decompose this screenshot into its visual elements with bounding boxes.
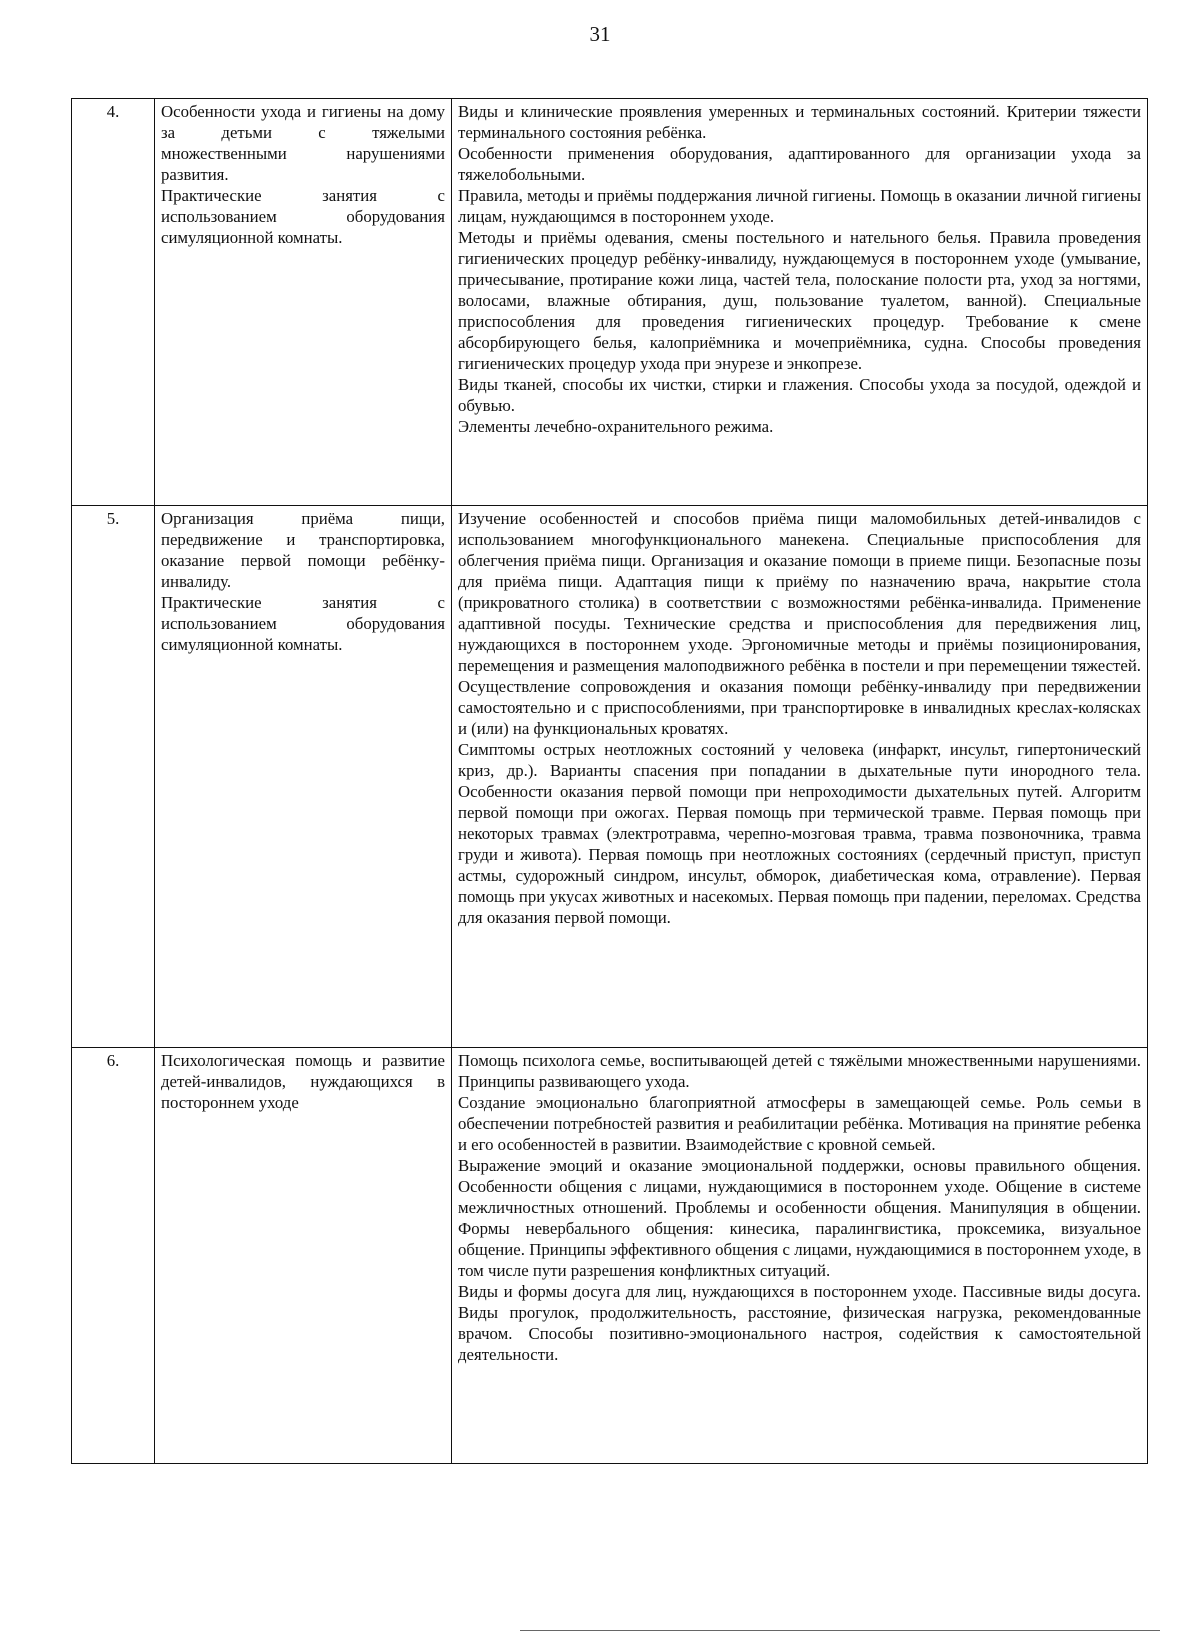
content-paragraph: Особенности применения оборудования, адаптированного для организации ухода за тяжелобольными. bbox=[458, 144, 1141, 184]
row-number: 4. bbox=[72, 99, 155, 506]
content-cell bbox=[452, 1048, 1148, 1464]
row-number: 6. bbox=[72, 1048, 155, 1464]
topic-paragraph: Организация приёма пищи, передвижение и транспортировка, оказание первой помощи ребёнку-инвалиду. bbox=[161, 509, 445, 591]
topic-paragraph: Психологическая помощь и развитие детей-инвалидов, нуждающихся в постороннем уходе bbox=[161, 1051, 445, 1112]
content-paragraph: Выражение эмоций и оказание эмоциональной поддержки, основы правильного общения. Особенности общения с лицами, нуждающимися в постороннем уходе. Общение в системе межличностных отношений. Проблемы и особенности общения. Манипуляция в общении. Формы невербального общения: кинесика, паралингвистика, проксемика, визуальное общение. Принципы эффективного общения с лицами, нуждающимися в постороннем уходе, в том числе пути разрешения конфликтных ситуаций. bbox=[458, 1156, 1141, 1280]
topic-paragraph: Практические занятия с использованием оборудования симуляционной комнаты. bbox=[161, 186, 445, 247]
content-paragraph: Элементы лечебно-охранительного режима. bbox=[458, 417, 774, 436]
page-number: 31 bbox=[589, 22, 611, 46]
table-row bbox=[72, 506, 1148, 1048]
content-paragraph: Изучение особенностей и способов приёма пищи маломобильных детей-инвалидов с использованием многофункционального манекена. Специальные приспособления для облегчения приёма пищи. Организация и оказание помощи в приеме пищи. Безопасные позы для приёма пищи. Адаптация пищи к приёму по назначению врача, накрытие стола (прикроватного столика) в соответствии с возможностями ребёнка-инвалида. Применение адаптивной посуды. Технические средства и приспособления для передвижения лиц, нуждающихся в постороннем уходе. Эргономичные методы и приёмы позиционирования, перемещения и размещения малоподвижного ребёнка в постели и при перемещении тяжестей. Осуществление сопровождения и оказания помощи ребёнку-инвалиду при передвижении самостоятельно и с приспособлениями, при транспортировке в инвалидных креслах-колясках и (или) на функциональных кроватях. bbox=[458, 509, 1141, 738]
topic-paragraph: Особенности ухода и гигиены на дому за детьми с тяжелыми множественными нарушениями развития. bbox=[161, 102, 445, 184]
content-paragraph: Методы и приёмы одевания, смены постельного и нательного белья. Правила проведения гигиенических процедур ребёнку-инвалиду, нуждающемуся в постороннем уходе (умывание, причесывание, протирание кожи лица, частей тела, полоскание полости рта, уход за ногтями, волосами, влажные обтирания, душ, пользование туалетом, ванной). Специальные приспособления для проведения гигиенических процедур. Требование к смене абсорбирующего белья, калоприёмника и мочеприёмника, судна. Способы проведения гигиенических процедур ухода при энурезе и энкопрезе. bbox=[458, 228, 1141, 373]
table-row bbox=[72, 99, 1148, 506]
footer-rule bbox=[520, 1630, 1160, 1631]
content-cell bbox=[452, 506, 1148, 1048]
topic-cell bbox=[155, 506, 452, 1048]
content-paragraph: Виды тканей, способы их чистки, стирки и глажения. Способы ухода за посудой, одеждой и обувью. bbox=[458, 375, 1141, 415]
content-paragraph: Помощь психолога семье, воспитывающей детей с тяжёлыми множественными нарушениями. Принципы развивающего ухода. bbox=[458, 1051, 1141, 1091]
content-paragraph: Создание эмоционально благоприятной атмосферы в замещающей семье. Роль семьи в обеспечении потребностей развития и реабилитации ребёнка. Мотивация на принятие ребенка и его особенностей в развитии. Взаимодействие с кровной семьей. bbox=[458, 1093, 1141, 1154]
row-number: 5. bbox=[72, 506, 155, 1048]
content-paragraph: Симптомы острых неотложных состояний у человека (инфаркт, инсульт, гипертонический криз, др.). Варианты спасения при попадании в дыхательные пути инородного тела. Особенности оказания первой помощи при непроходимости дыхательных путей. Алгоритм первой помощи при ожогах. Первая помощь при термической травме. Первая помощь при некоторых травмах (электротравма, черепно-мозговая травма, травма позвоночника, травма груди и живота). Первая помощь при неотложных состояниях (сердечный приступ, приступ астмы, судорожный синдром, инсульт, обморок, диабетическая кома, отравление). Первая помощь при укусах животных и насекомых. Первая помощь при падении, переломах. Средства для оказания первой помощи. bbox=[458, 740, 1141, 927]
course-content-table bbox=[71, 98, 1148, 1464]
content-paragraph: Правила, методы и приёмы поддержания личной гигиены. Помощь в оказании личной гигиены лицам, нуждающимся в постороннем уходе. bbox=[458, 186, 1141, 226]
content-paragraph: Виды и клинические проявления умеренных и терминальных состояний. Критерии тяжести терминального состояния ребёнка. bbox=[458, 102, 1141, 142]
content-paragraph: Виды и формы досуга для лиц, нуждающихся в постороннем уходе. Пассивные виды досуга. Виды прогулок, продолжительность, расстояние, физическая нагрузка, рекомендованные врачом. Способы позитивно-эмоционального настроя, содействия к самостоятельной деятельности. bbox=[458, 1282, 1141, 1364]
topic-paragraph: Практические занятия с использованием оборудования симуляционной комнаты. bbox=[161, 593, 445, 654]
topic-cell bbox=[155, 1048, 452, 1464]
topic-cell bbox=[155, 99, 452, 506]
table-row bbox=[72, 1048, 1148, 1464]
content-cell bbox=[452, 99, 1148, 506]
